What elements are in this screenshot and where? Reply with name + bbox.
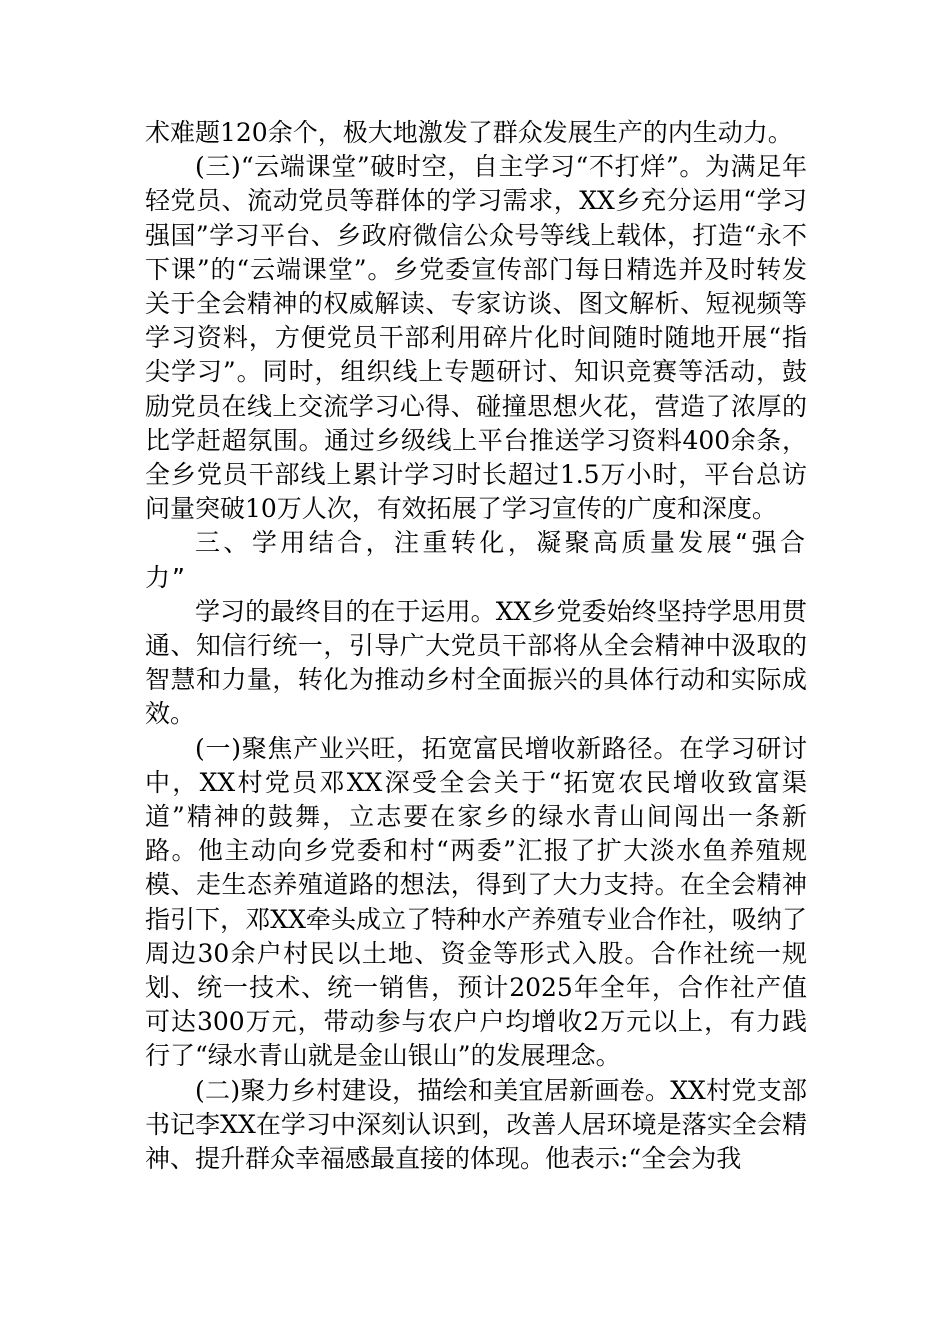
paragraph-rural-construction: (二)聚力乡村建设，描绘和美宜居新画卷。XX村党支部书记李XX在学习中深刻认识到，改善人居环境是落实全会精神、提升群众幸福感最直接的体现。他表示:“全会为我 [145,1075,807,1174]
paragraph-industry: (一)聚焦产业兴旺，拓宽富民增收新路径。在学习研讨中，XX村党员邓XX深受全会关于“拓宽农民增收致富渠道”精神的鼓舞，立志要在家乡的绿水青山间闯出一条新路。他主动向乡党委和村“两委”汇报了扩大淡水鱼养殖规模、走生态养殖道路的想法，得到了大力支持。在全会精神指引下，邓XX牵头成立了特种水产养殖专业合作社，吸纳了周边30余户村民以土地、资金等形式入股。合作社统一规划、统一技术、统一销售，预计2025年全年，合作社产值可达300万元，带动参与农户户均增收2万元以上，有力践行了“绿水青山就是金山银山”的发展理念。 [145,733,807,1071]
paragraph-continuation: 术难题120余个，极大地激发了群众发展生产的内生动力。 [145,118,793,147]
section-heading-3: 三、学用结合，注重转化，凝聚高质量发展“强合力” [145,528,807,592]
paragraph-learning-purpose: 学习的最终目的在于运用。XX乡党委始终坚持学思用贯通、知信行统一，引导广大党员干部将从全会精神中汲取的智慧和力量，转化为推动乡村全面振兴的具体行动和实际成效。 [145,596,807,729]
paragraph-cloud-classroom: (三)“云端课堂”破时空，自主学习“不打烊”。为满足年轻党员、流动党员等群体的学习需求，XX乡充分运用“学习强国”学习平台、乡政府微信公众号等线上载体，打造“永不下课”的“云端课堂”。乡党委宣传部门每日精选并及时转发关于全会精神的权威解读、专家访谈、图文解析、短视频等学习资料，方便党员干部利用碎片化时间随时随地开展“指尖学习”。同时，组织线上专题研讨、知识竞赛等活动，鼓励党员在线上交流学习心得、碰撞思想火花，营造了浓厚的比学赶超氛围。通过乡级线上平台推送学习资料400余条，全乡党员干部线上累计学习时长超过1.5万小时，平台总访问量突破10万人次，有效拓展了学习宣传的广度和深度。 [145,152,807,524]
document-page [145,116,807,1176]
